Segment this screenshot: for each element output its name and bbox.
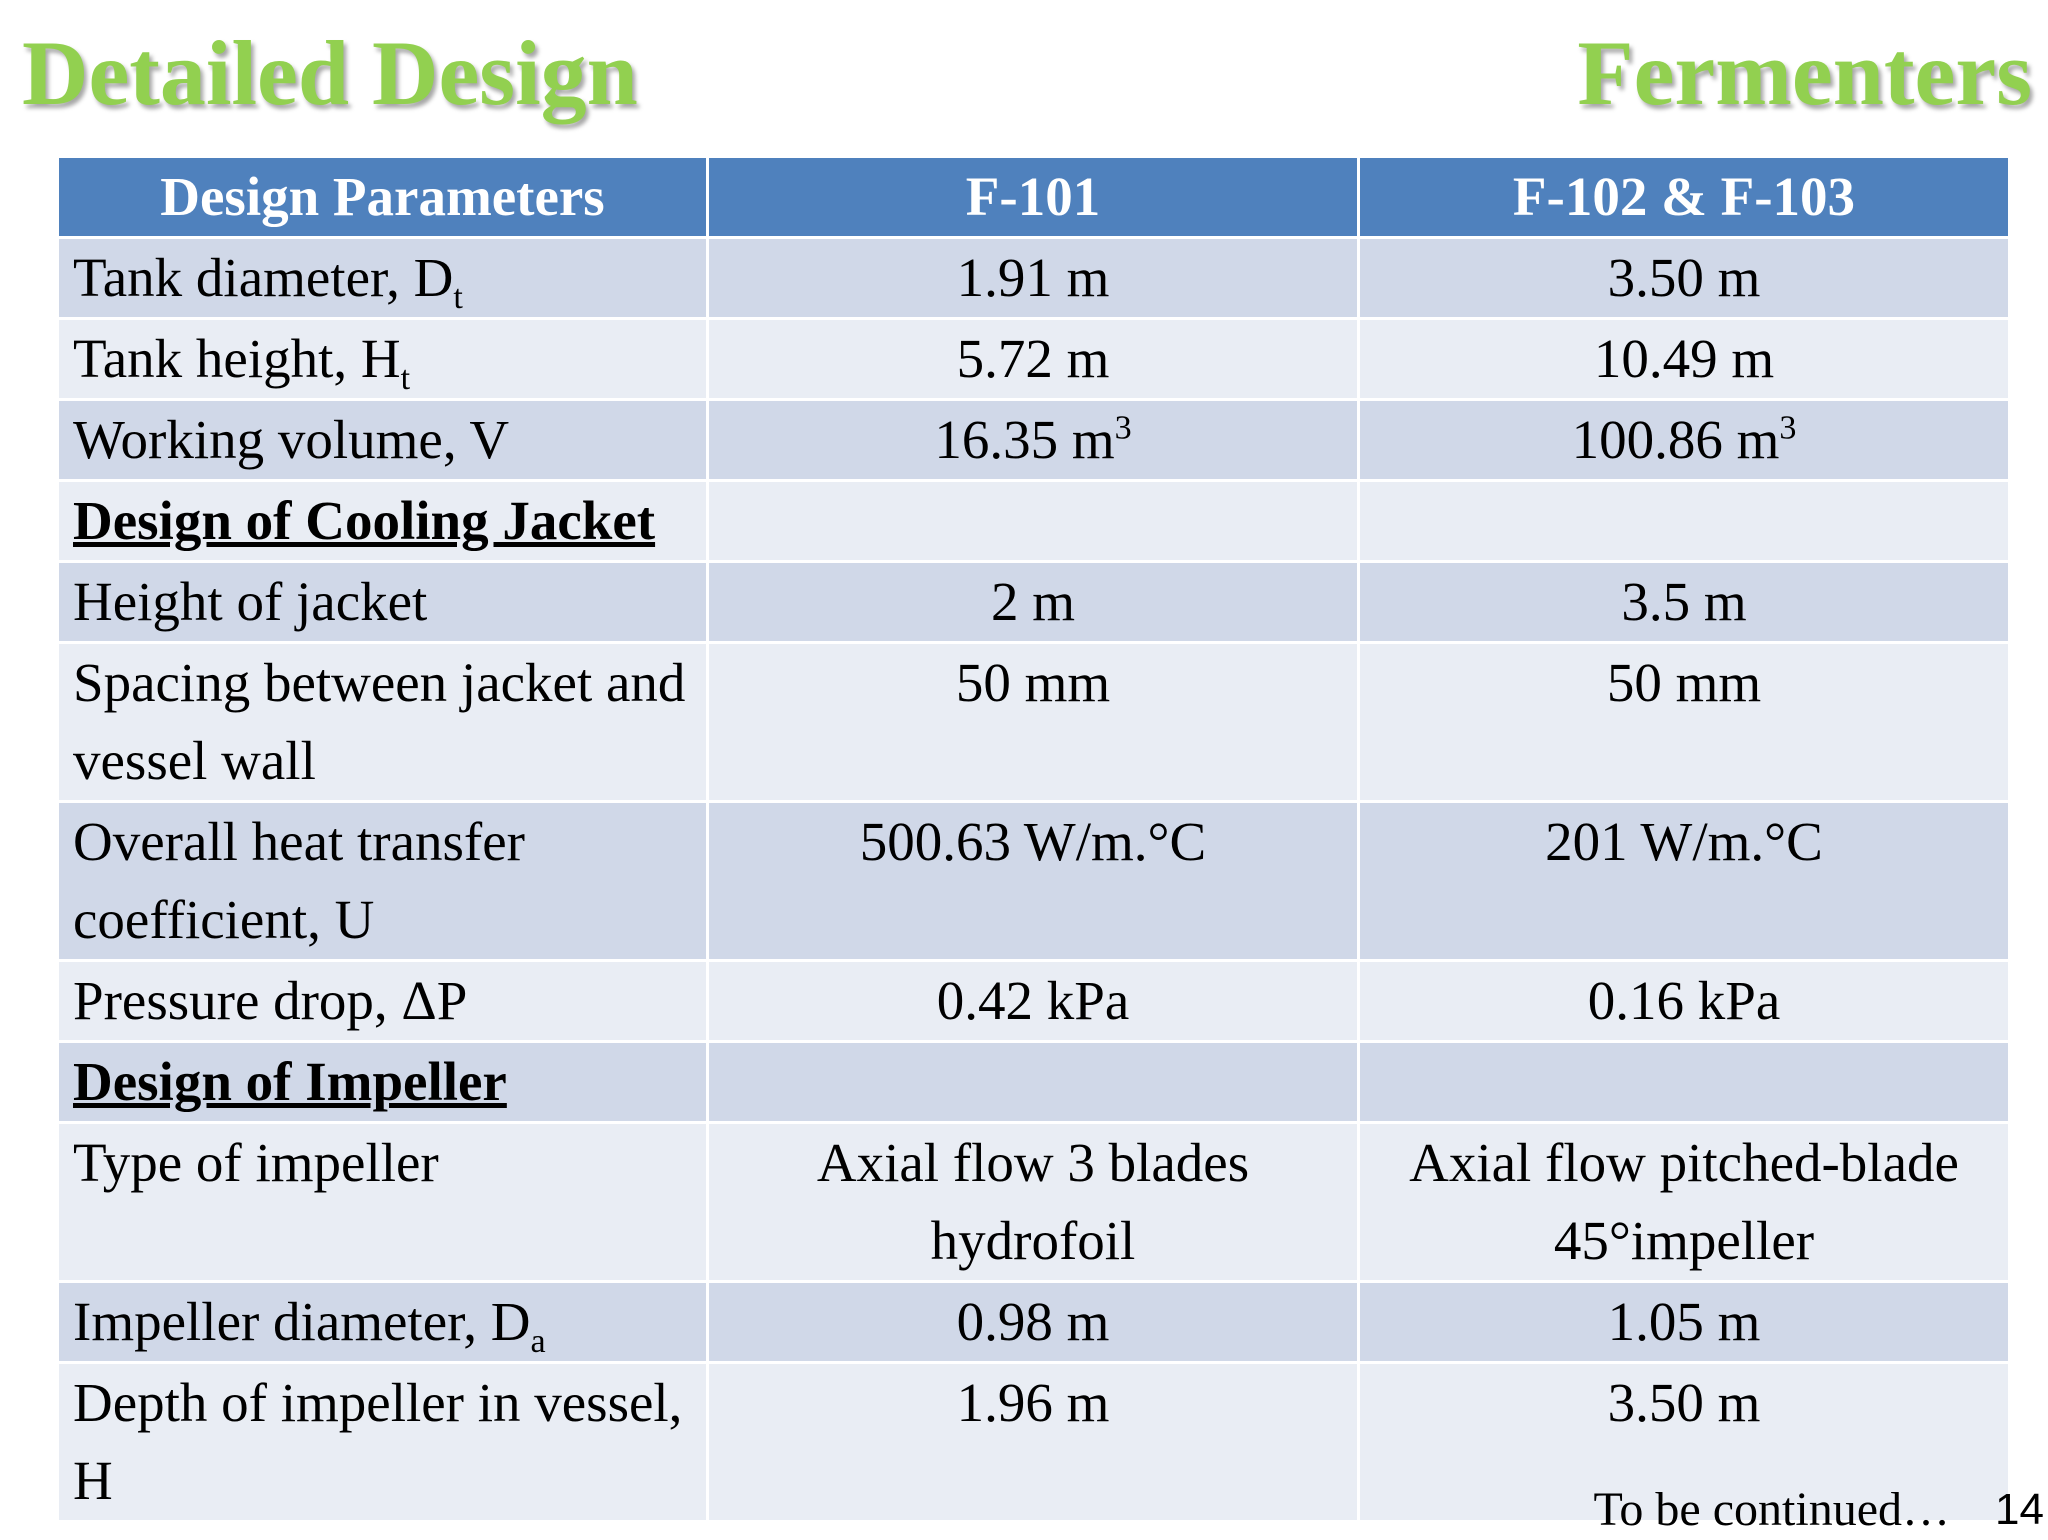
param-cell: Type of impeller bbox=[58, 1123, 708, 1282]
continued-note: To be continued… bbox=[1593, 1483, 1950, 1536]
table-row bbox=[58, 319, 2010, 400]
empty-cell bbox=[708, 481, 1359, 562]
f102-value: 3.50 m bbox=[1359, 1363, 2010, 1522]
f102-value: 3.5 m bbox=[1359, 562, 2010, 643]
f101-value: Axial flow 3 blades hydrofoil bbox=[708, 1123, 1359, 1282]
column-header-f102-f103: F-102 & F-103 bbox=[1359, 157, 2010, 238]
f101-value: 16.35 $m^3$ bbox=[708, 400, 1359, 481]
f102-value: 0.16 kPa bbox=[1359, 961, 2010, 1042]
section-heading-impeller: Design of Impeller bbox=[58, 1042, 708, 1123]
design-parameters-table bbox=[56, 155, 2011, 1523]
table-row bbox=[58, 1282, 2010, 1363]
f102-value: 1.05 m bbox=[1359, 1282, 2010, 1363]
column-header-f101: F-101 bbox=[708, 157, 1359, 238]
param-cell: Pressure drop, ΔP bbox=[58, 961, 708, 1042]
empty-cell bbox=[1359, 481, 2010, 562]
param-cell: Depth of impeller in vessel, H bbox=[58, 1363, 708, 1522]
param-cell: Impeller diameter, $D_a$ bbox=[58, 1282, 708, 1363]
param-cell: Spacing between jacket and vessel wall bbox=[58, 643, 708, 802]
empty-cell bbox=[1359, 1042, 2010, 1123]
param-cell: Height of jacket bbox=[58, 562, 708, 643]
page-number: 14 bbox=[1995, 1485, 2044, 1534]
table-header-row bbox=[58, 157, 2010, 238]
section-row bbox=[58, 481, 2010, 562]
f102-value: 201 W/m.°C bbox=[1359, 802, 2010, 961]
table-row bbox=[58, 238, 2010, 319]
section-row bbox=[58, 1042, 2010, 1123]
slide-subtitle: Fermenters bbox=[1577, 22, 2032, 124]
f102-value: 100.86 $m^3$ bbox=[1359, 400, 2010, 481]
table-row bbox=[58, 1123, 2010, 1282]
table-row bbox=[58, 643, 2010, 802]
f101-value: 0.42 kPa bbox=[708, 961, 1359, 1042]
param-cell: Working volume, V bbox=[58, 400, 708, 481]
f101-value: 50 mm bbox=[708, 643, 1359, 802]
f101-value: 1.96 m bbox=[708, 1363, 1359, 1522]
f102-value: 3.50 m bbox=[1359, 238, 2010, 319]
f102-value: 50 mm bbox=[1359, 643, 2010, 802]
empty-cell bbox=[708, 1042, 1359, 1123]
f102-value: Axial flow pitched-blade 45°impeller bbox=[1359, 1123, 2010, 1282]
slide-title: Detailed Design bbox=[22, 22, 638, 124]
table-row bbox=[58, 961, 2010, 1042]
param-cell: Overall heat transfer coefficient, U bbox=[58, 802, 708, 961]
f101-value: 2 m bbox=[708, 562, 1359, 643]
param-cell: Tank height, $H_t$ bbox=[58, 319, 708, 400]
f101-value: 5.72 m bbox=[708, 319, 1359, 400]
param-cell: Tank diameter, $D_t$ bbox=[58, 238, 708, 319]
table-row bbox=[58, 400, 2010, 481]
f101-value: 500.63 W/m.°C bbox=[708, 802, 1359, 961]
f101-value: 1.91 m bbox=[708, 238, 1359, 319]
table-row bbox=[58, 802, 2010, 961]
f102-value: 10.49 m bbox=[1359, 319, 2010, 400]
table-row bbox=[58, 562, 2010, 643]
f101-value: 0.98 m bbox=[708, 1282, 1359, 1363]
section-heading-cooling-jacket: Design of Cooling Jacket bbox=[58, 481, 708, 562]
column-header-parameters: Design Parameters bbox=[58, 157, 708, 238]
